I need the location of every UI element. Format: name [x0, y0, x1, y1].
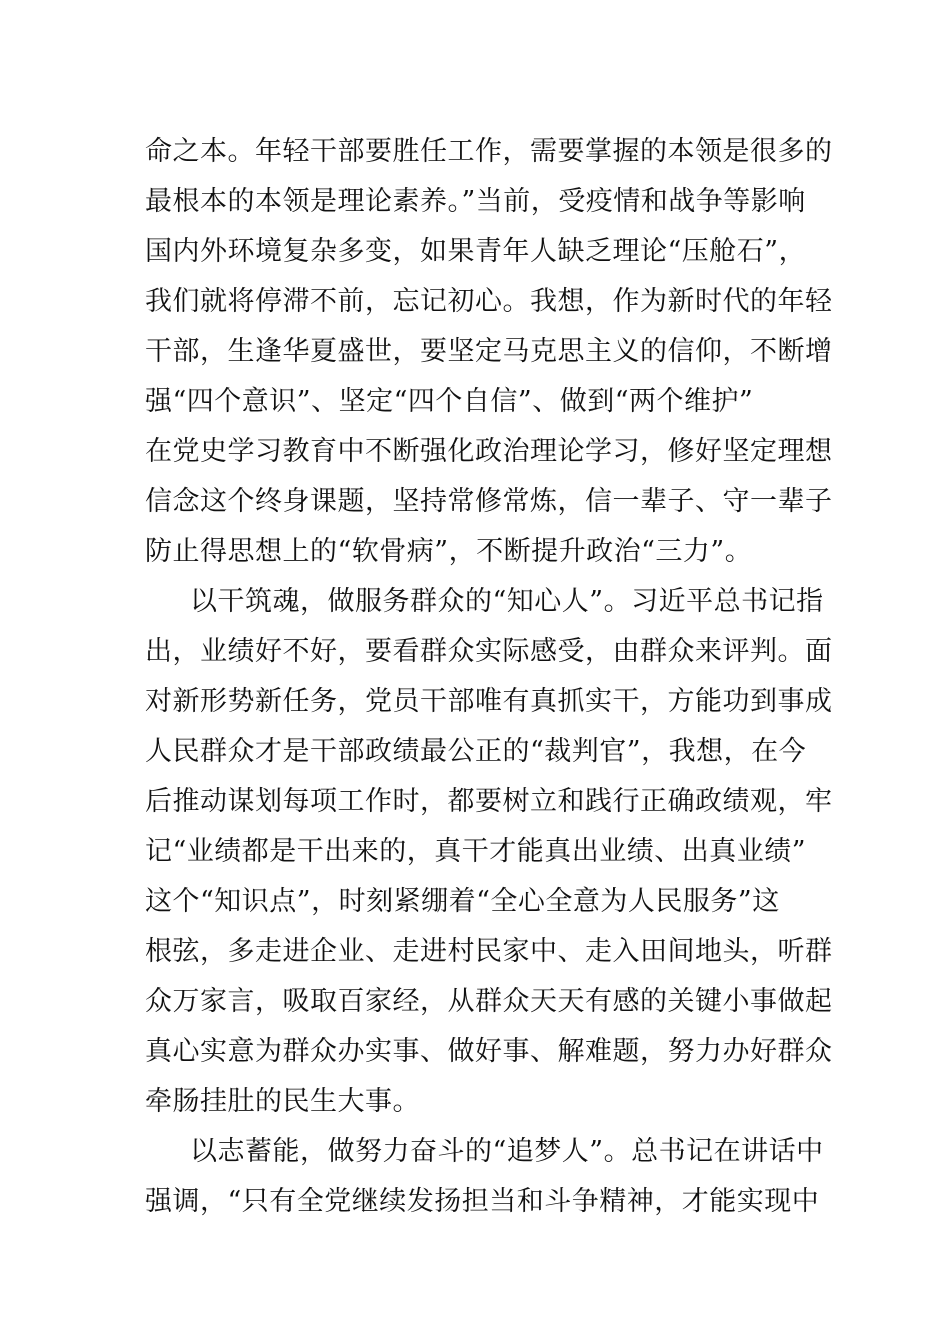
text-line-22: 强调，“只有全党继续发扬担当和斗争精神，才能实现中: [145, 1186, 820, 1217]
text-line-16: 这个“知识点”，时刻紧绷着“全心全意为人民服务”这: [145, 886, 780, 917]
text-line-17: 根弦，多走进企业、走进村民家中、走入田间地头，听群: [145, 936, 833, 967]
text-line-19: 真心实意为群众办实事、做好事、解难题，努力办好群众: [145, 1036, 833, 1067]
text-line-18: 众万家言，吸取百家经，从群众天天有感的关键小事做起: [145, 986, 833, 1017]
text-line-11: 出，业绩好不好，要看群众实际感受，由群众来评判。面: [145, 636, 833, 667]
text-line-7: 在党史学习教育中不断强化政治理论学习，修好坚定理想: [145, 436, 833, 467]
text-line-15: 记“业绩都是干出来的，真干才能真出业绩、出真业绩”: [145, 836, 807, 867]
paragraph-start-line: 以干筑魂，做服务群众的“知心人”。习近平总书记指: [190, 586, 824, 617]
text-line-5: 干部，生逢华夏盛世，要坚定马克思主义的信仰，不断增: [145, 336, 833, 367]
paragraph-start-line: 以志蓄能，做努力奋斗的“追梦人”。总书记在讲话中: [190, 1136, 824, 1167]
text-line-13: 人民群众才是干部政绩最公正的“裁判官”，我想，在今: [145, 736, 807, 767]
text-line-12: 对新形势新任务，党员干部唯有真抓实干，方能功到事成: [145, 686, 833, 717]
text-line-20: 牵肠挂肚的民生大事。: [145, 1086, 420, 1117]
text-line-8: 信念这个终身课题，坚持常修常炼，信一辈子、守一辈子: [145, 486, 833, 517]
text-line-4: 我们就将停滞不前，忘记初心。我想，作为新时代的年轻: [145, 286, 833, 317]
text-line-14: 后推动谋划每项工作时，都要树立和践行正确政绩观，牢: [145, 786, 833, 817]
text-line-2: 最根本的本领是理论素养。”当前，受疫情和战争等影响: [145, 186, 806, 217]
text-line-3: 国内外环境复杂多变，如果青年人缺乏理论“压舱石”，: [145, 236, 807, 267]
text-line-6: 强“四个意识”、坚定“四个自信”、做到“两个维护”: [145, 386, 754, 417]
text-line-1: 命之本。年轻干部要胜任工作，需要掌握的本领是很多的: [145, 136, 833, 167]
text-line-9: 防止得思想上的“软骨病”，不断提升政治“三力”。: [145, 536, 753, 567]
